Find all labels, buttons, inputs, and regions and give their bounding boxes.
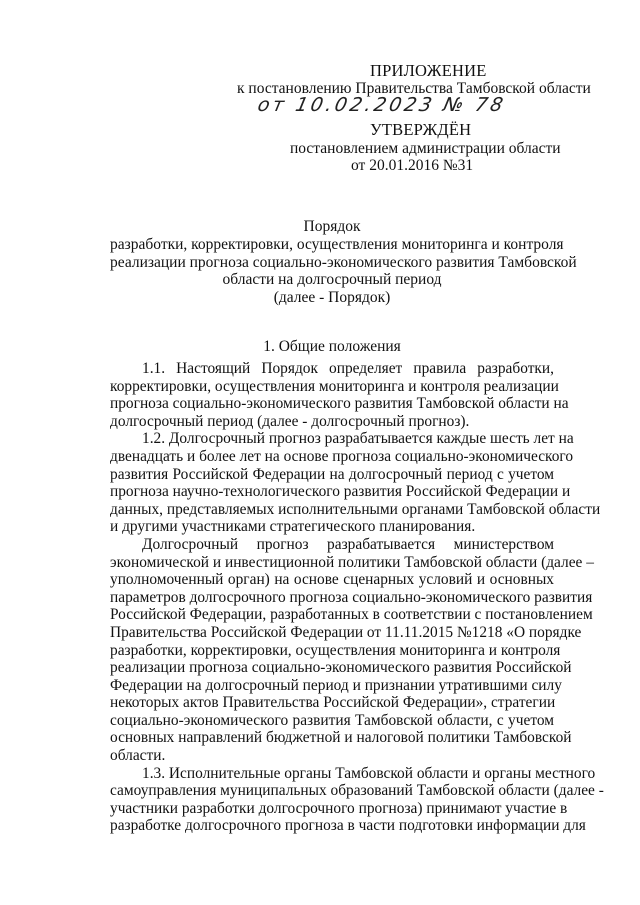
body-line: корректировки, осуществления мониторинга и контроля реализации xyxy=(110,377,559,395)
body-line: уполномоченный орган) на основе сценарных условий и основных xyxy=(110,571,554,589)
appendix-title: ПРИЛОЖЕНИЕ xyxy=(370,61,487,80)
title-line: Порядок xyxy=(303,218,361,235)
body-line: разработки, корректировки, осуществления мониторинга и контроля xyxy=(110,641,561,659)
body-line: экономической и инвестиционной политики Тамбовской области (далее – xyxy=(110,553,594,571)
document-title xyxy=(110,218,577,307)
section-heading: 1. Общие положения xyxy=(263,338,401,355)
body-line: Российской Федерации, разработанных в соответствии с постановлением xyxy=(110,606,593,624)
handwritten-date-number: от 10.02.2023 № 78 xyxy=(255,94,508,116)
appendix-subtitle: к постановлению Правительства Тамбовской области xyxy=(237,80,591,97)
body-line: развития Российской Федерации на долгосрочный период с учетом xyxy=(110,465,554,483)
title-line: (далее - Порядок) xyxy=(273,289,391,307)
body-line: участники разработки долгосрочного прогноза) принимают участие в xyxy=(110,799,568,817)
body-line: самоуправления муниципальных образований Тамбовской области (далее - xyxy=(110,782,604,800)
approved-by-line: постановлением администрации области xyxy=(290,140,561,157)
body-line: прогноза научно-технологического развития Российской Федерации и xyxy=(110,483,571,501)
body-line: прогноза социально-экономического развития Тамбовской области на xyxy=(110,395,569,413)
body-line: параметров долгосрочного прогноза социально-экономического развития xyxy=(110,588,593,606)
body-line: основных направлений бюджетной и налоговой политики Тамбовской xyxy=(110,729,572,747)
body-line: области. xyxy=(110,747,166,765)
body-line: 1.2. Долгосрочный прогноз разрабатывается каждые шесть лет на xyxy=(142,430,574,448)
body-line: Правительства Российской Федерации от 11.11.2015 №1218 «О порядке xyxy=(110,623,582,641)
body-line: Федерации на долгосрочный период и признании утратившими силу xyxy=(110,676,562,694)
body-line: Долгосрочный прогноз разрабатывается министерством xyxy=(142,535,554,553)
body-line: и другими участниками стратегического планирования. xyxy=(110,518,476,536)
body-line: 1.3. Исполнительные органы Тамбовской области и органы местного xyxy=(142,764,596,782)
body-line: двенадцать и более лет на основе прогноза социально-экономического xyxy=(110,447,574,465)
body-line: социально-экономического развития Тамбовской области, с учетом xyxy=(110,711,554,729)
body-line: некоторых актов Правительства Российской Федерации», стратегии xyxy=(110,694,556,712)
body-line: данных, представляемых исполнительными органами Тамбовской области xyxy=(110,500,601,518)
body-line: разработке долгосрочного прогноза в части подготовки информации для xyxy=(110,817,586,835)
title-line: реализации прогноза социально-экономического развития Тамбовской xyxy=(110,253,577,271)
title-line: разработки, корректировки, осуществления мониторинга и контроля xyxy=(110,235,564,253)
approved-date-line: от 20.01.2016 №31 xyxy=(351,157,474,174)
document-body xyxy=(110,360,604,835)
approved-title: УТВЕРЖДЁН xyxy=(370,120,472,139)
title-line: области на долгосрочный период xyxy=(222,271,442,289)
body-line: реализации прогноза социально-экономического развития Российской xyxy=(110,659,572,677)
body-line: долгосрочный период (далее - долгосрочный прогноз). xyxy=(110,412,470,430)
body-line: 1.1. Настоящий Порядок определяет правила разработки, xyxy=(142,360,554,377)
